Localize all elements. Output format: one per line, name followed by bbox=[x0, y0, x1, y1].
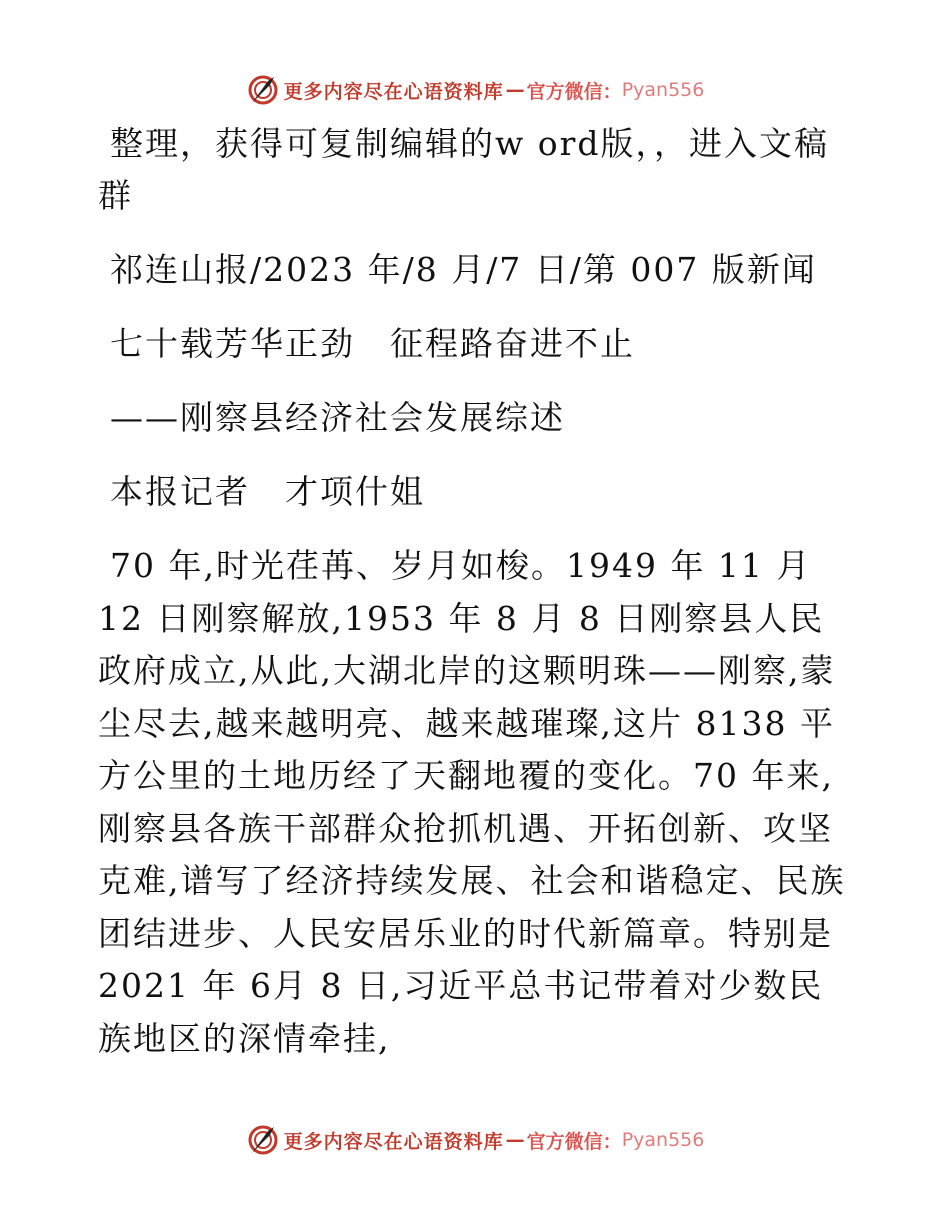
article-subtitle: ——刚察县经济社会发展综述 bbox=[110, 398, 565, 437]
feather-quill-logo-icon bbox=[246, 73, 280, 107]
byline: 本报记者 才项什姐 bbox=[110, 472, 425, 511]
bottom-watermark-banner bbox=[0, 1120, 950, 1160]
watermark-wechat-label: 官方微信： bbox=[526, 80, 622, 103]
watermark-separator: — bbox=[505, 1129, 525, 1151]
watermark-site-text: 更多内容尽在心语资料库 bbox=[283, 80, 504, 103]
watermark-wechat-id: Pyan556 bbox=[621, 1129, 705, 1151]
watermark-separator: — bbox=[505, 79, 525, 101]
watermark-site-text: 更多内容尽在心语资料库 bbox=[283, 1130, 504, 1153]
source-line: 祁连山报/2023 年/8 月/7 日/第 007 版新闻 bbox=[110, 250, 817, 289]
watermark-wechat-label: 官方微信： bbox=[526, 1130, 622, 1153]
intro-paragraph: 整理，获得可复制编辑的w ord版，，进入文稿群 bbox=[98, 124, 830, 215]
document-body bbox=[98, 118, 858, 1087]
watermark-wechat-id: Pyan556 bbox=[621, 79, 705, 101]
article-title: 七十载芳华正劲 征程路奋进不止 bbox=[110, 324, 635, 363]
body-paragraph: 70 年,时光荏苒、岁月如梭。1949 年 11 月 12 日刚察解放,1953 年 8 月 8 日刚察县人民政府成立,从此,大湖北岸的这颗明珠——刚察,蒙尘尽去,越来越明亮、越来越璀璨,这片 8138 平方公里的土地历经了天翻地覆的变化。70 年来,刚察县各族干部群众抢抓机遇、开拓创新、攻坚克难,谱写了经济持续发展、社会和谐稳定、民族团结进步、人民安居乐业的时代新篇章。特别是 2021 年 6月 8 日,习近平总书记带着对少数民族地区的深情牵挂, bbox=[98, 546, 846, 1058]
top-watermark-banner bbox=[0, 70, 950, 110]
feather-quill-logo-icon bbox=[246, 1123, 280, 1157]
